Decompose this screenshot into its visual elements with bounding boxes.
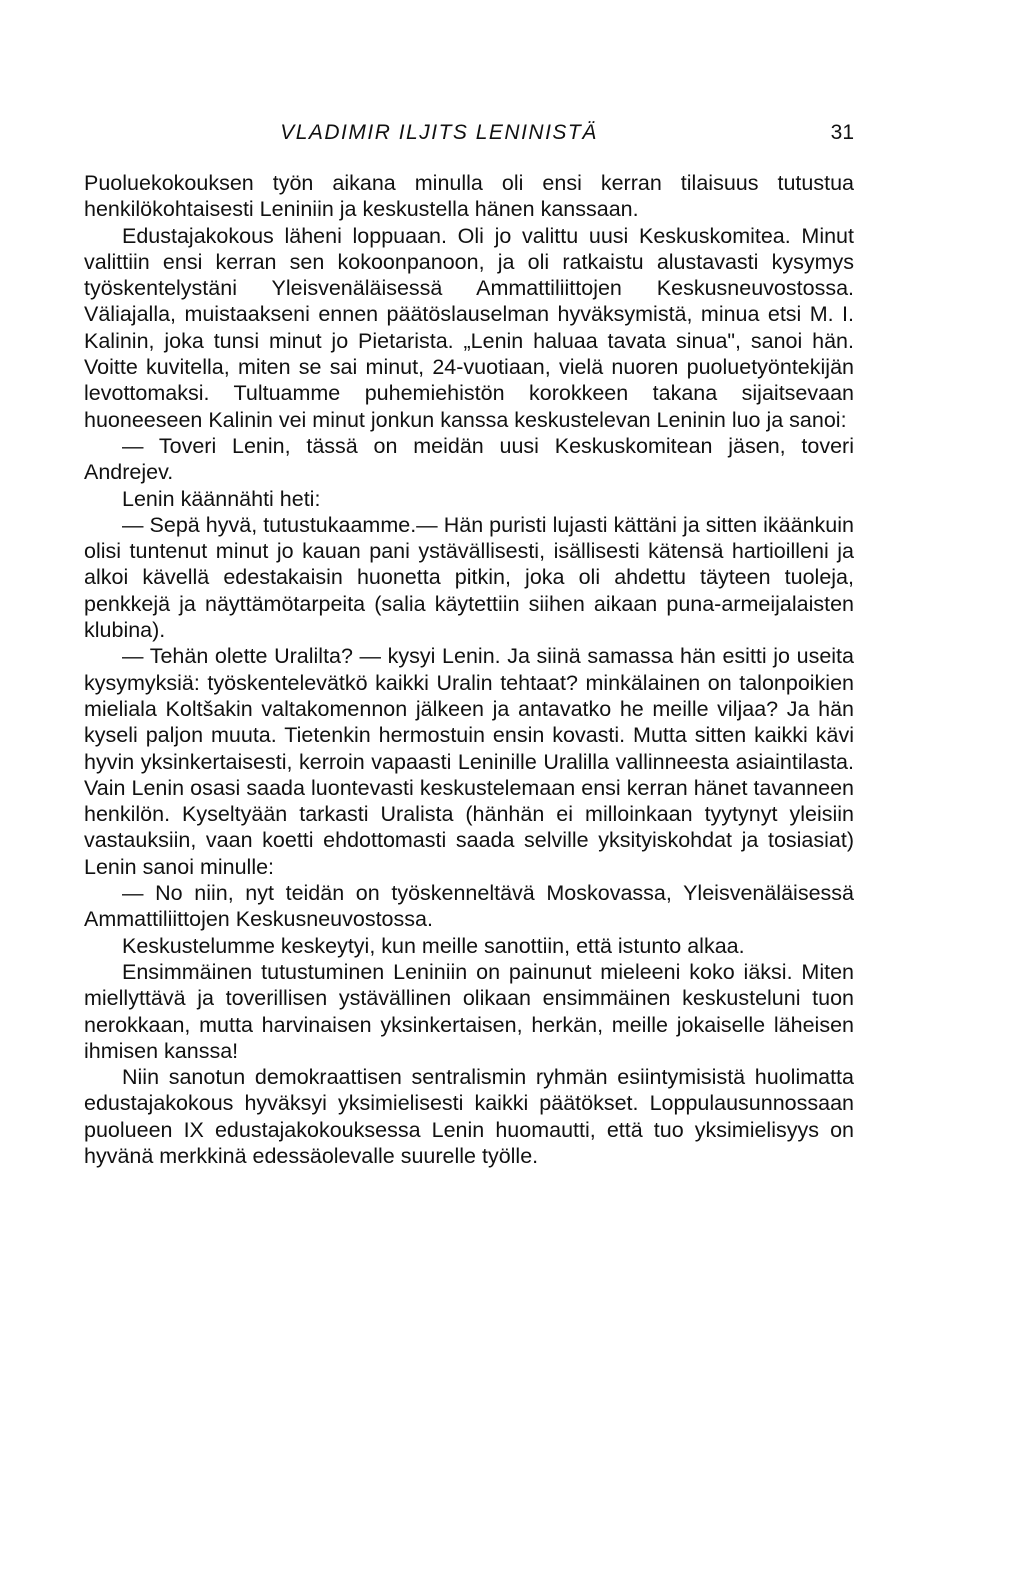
- body-text: [84, 170, 854, 1169]
- running-title: VLADIMIR ILJITS LENINISTÄ: [280, 121, 598, 144]
- paragraph: Keskustelumme keskeytyi, kun meille sanottiin, että istunto alkaa.: [122, 933, 745, 958]
- paragraph: Niin sanotun demokraattisen sentralismin ryhmän esiintymisistä huolimatta edustajakokous hyväksyi yksimielisesti kaikki päätökset. Loppulausunnossaan puolueen IX edustajakokouksessa Lenin huomautti, että tuo yksimielisyys on hyvänä merkkinä edessäolevalle suurelle työlle.: [84, 1065, 854, 1168]
- paragraph: — Sepä hyvä, tutustukaamme.— Hän puristi lujasti kättäni ja sitten ikäänkuin olisi tuntenut minut jo kauan pani ystävällisesti, isällisesti kätensä hartioilleni ja alkoi kävellä edestakaisin huonetta pitkin, joka oli ahdettu täyteen tuoleja, penkkejä ja näyttämötarpeita (salia käytettiin siihen aikaan puna-armeijalaisten klubina).: [84, 512, 854, 643]
- running-header: [84, 117, 854, 149]
- paragraph: Edustajakokous läheni loppuaan. Oli jo valittu uusi Keskuskomitea. Minut valittiin ensi kerran sen kokoonpanoon, ja oli ratkaistu alustavasti kysymys työskentelystäni Yleisvenäläisessä Ammattiliittojen Keskusneuvostossa. Väliajalla, muistaakseni ennen päätöslauselman hyväksymistä, minua etsi M. I. Kalinin, joka tunsi minut jo Pietarista. „Lenin haluaa tavata sinua", sanoi hän. Voitte kuvitella, miten se sai minut, 24-vuotiaan, vielä nuoren puoluetyöntekijän levottomaksi. Tultuamme puhemiehistön korokkeen takana sijaitsevaan huoneeseen Kalinin vei minut jonkun kanssa keskustelevan Leninin luo ja sanoi:: [84, 223, 854, 432]
- paragraph: — No niin, nyt teidän on työskenneltävä Moskovassa, Yleisvenäläisessä Ammattiliittojen Keskusneuvostossa.: [84, 881, 854, 932]
- paragraph: Puoluekokouksen työn aikana minulla oli ensi kerran tilaisuus tutustua henkilökohtaisesti Leniniin ja keskustella hänen kanssaan.: [84, 171, 854, 222]
- paragraph: — Toveri Lenin, tässä on meidän uusi Keskuskomitean jäsen, toveri Andrejev.: [84, 433, 854, 485]
- paragraph: Ensimmäinen tutustuminen Leniniin on painunut mieleeni koko iäksi. Miten miellyttävä ja toverillisen ystävällinen olikaan ensimmäinen keskusteluni tuon nerokkaan, mutta harvinaisen yksinkertaisen, herkän, meille jokaiselle läheisen ihmisen kanssa!: [84, 959, 854, 1063]
- paragraph: — Tehän olette Uralilta? — kysyi Lenin. Ja siinä samassa hän esitti jo useita kysymyksiä: työskentelevätkö kaikki Uralin tehtaat? minkälainen on talonpoikien mieliala Koltšakin valtakomennon jälkeen ja antavatko he meille viljaa? Ja hän kyseli paljon muuta. Tietenkin hermostuin ensin kovasti. Mutta sitten kaikki kävi hyvin yksinkertaisesti, kerroin vapaasti Leninille Uralilla vallinneesta asiaintilasta. Vain Lenin osasi saada luontevasti keskustelemaan ensi kerran hänet tavanneen henkilön. Kyseltyään tarkasti Uralista (hänhän ei milloinkaan tyytynyt yleisiin vastauksiin, vaan koetti ehdottomasti saada selville yksityiskohdat ja tosiasiat) Lenin sanoi minulle:: [84, 644, 854, 879]
- page-number: 31: [830, 121, 854, 144]
- paragraph: Lenin käännähti heti:: [122, 486, 321, 511]
